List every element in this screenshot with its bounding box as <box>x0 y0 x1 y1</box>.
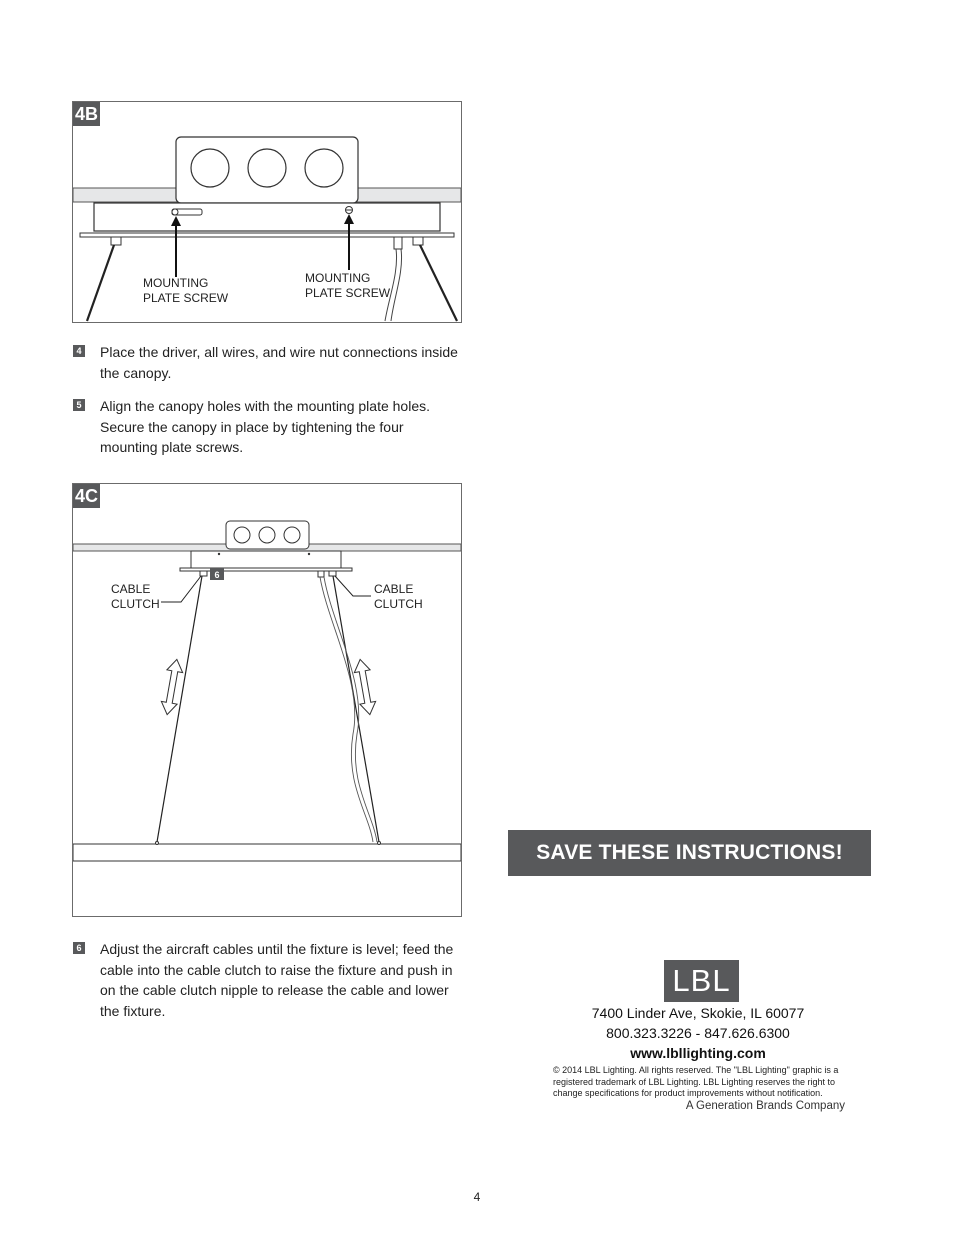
mounting-plate-screw-callout-left: MOUNTING PLATE SCREW <box>143 276 229 305</box>
cable-clutch-callout-left: CABLE CLUTCH <box>111 582 160 611</box>
svg-text:6: 6 <box>214 570 220 580</box>
step-number: 6 <box>73 942 85 954</box>
figure-4c-illustration <box>73 484 461 916</box>
step-5 <box>73 396 463 458</box>
company-phones: 800.323.3226 - 847.626.6300 <box>606 1025 790 1041</box>
lbl-logo: LBL <box>664 960 739 1002</box>
step-4 <box>73 342 463 383</box>
figure-4b-tag: 4B <box>74 104 98 124</box>
figure-4c-tag: 4C <box>74 486 98 506</box>
legal-notice: © 2014 LBL Lighting. All rights reserved. The "LBL Lighting" graphic is a registered trademark of LBL Lighting. LBL Lighting reserves the right to change specifications for product improvements without notification. <box>553 1065 839 1098</box>
cable-clutch-callout-right: CABLE CLUTCH <box>374 582 423 611</box>
company-address: 7400 Linder Ave, Skokie, IL 60077 <box>591 1005 805 1021</box>
step-text: Place the driver, all wires, and wire nut connections inside the canopy. <box>100 344 458 381</box>
figure-4b-illustration <box>73 102 461 322</box>
page-number: 4 <box>473 1190 481 1204</box>
step-number: 5 <box>73 399 85 411</box>
company-website[interactable]: www.lbllighting.com <box>630 1045 766 1061</box>
figure-4b <box>72 101 462 323</box>
figure-4c <box>72 483 462 917</box>
step-number: 4 <box>73 345 85 357</box>
step-text: Adjust the aircraft cables until the fixture is level; feed the cable into the cable clutch to raise the fixture and push in on the cable clutch nipple to release the cable and lower the fixture. <box>100 941 454 1019</box>
parent-company: A Generation Brands Company <box>685 1100 845 1112</box>
step-6 <box>73 939 463 1021</box>
step-text: Align the canopy holes with the mounting plate holes. Secure the canopy in place by tightening the four mounting plate screws. <box>100 398 430 455</box>
save-instructions-banner: SAVE THESE INSTRUCTIONS! <box>508 830 871 876</box>
mounting-plate-screw-callout-right: MOUNTING PLATE SCREW <box>305 271 391 300</box>
